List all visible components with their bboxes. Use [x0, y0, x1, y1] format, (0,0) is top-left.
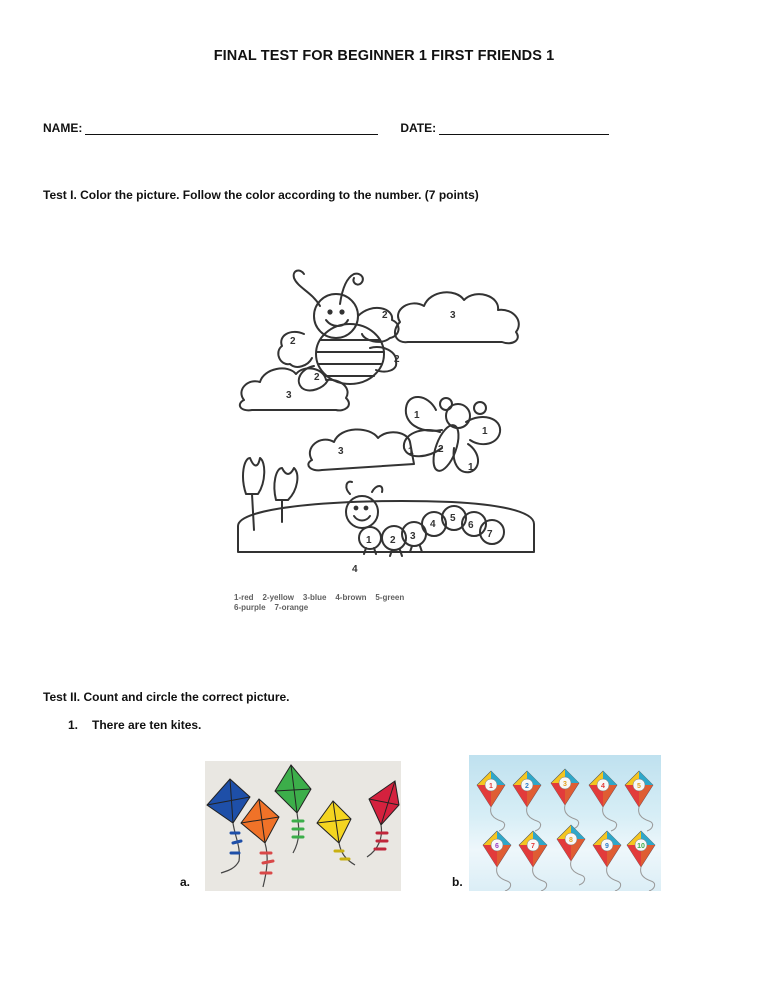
page-title: FINAL TEST FOR BEGINNER 1 FIRST FRIENDS 1 — [213, 48, 555, 64]
question-number: 1. — [68, 718, 79, 732]
svg-text:3: 3 — [563, 781, 567, 788]
svg-text:3: 3 — [338, 446, 344, 457]
svg-text:6: 6 — [468, 520, 474, 531]
svg-text:6: 6 — [495, 843, 499, 850]
student-info-row — [43, 121, 609, 135]
color-legend-line-2: 6-purple 7-orange — [234, 603, 309, 612]
svg-text:1: 1 — [414, 410, 420, 421]
svg-text:10: 10 — [637, 843, 645, 850]
svg-text:2: 2 — [394, 354, 400, 365]
svg-text:2: 2 — [314, 372, 320, 383]
svg-text:1: 1 — [482, 426, 488, 437]
svg-text:2: 2 — [390, 535, 396, 546]
test2-heading: Test II. Count and circle the correct picture. — [43, 690, 290, 704]
color-by-number-picture — [232, 262, 538, 614]
svg-text:2: 2 — [290, 336, 296, 347]
coloring-illustration — [232, 262, 538, 592]
svg-text:7: 7 — [531, 843, 535, 850]
date-field[interactable] — [439, 123, 609, 135]
svg-text:1: 1 — [408, 446, 414, 457]
option-b-label: b. — [452, 875, 463, 889]
svg-text:4: 4 — [430, 519, 436, 530]
question-text: There are ten kites. — [92, 718, 202, 732]
svg-text:1: 1 — [366, 535, 372, 546]
svg-text:2: 2 — [438, 444, 444, 455]
bee-wing-label: 2 — [382, 310, 388, 321]
option-b-ten-kites-image[interactable] — [469, 755, 661, 891]
svg-text:3: 3 — [450, 310, 456, 321]
svg-text:4: 4 — [601, 783, 605, 790]
svg-text:7: 7 — [487, 529, 493, 540]
date-label: DATE: — [400, 121, 437, 135]
test1-heading: Test I. Color the picture. Follow the color according to the number. (7 points) — [43, 188, 479, 202]
svg-text:9: 9 — [605, 843, 609, 850]
svg-text:4: 4 — [352, 564, 358, 575]
name-label: NAME: — [43, 121, 83, 135]
option-a-label: a. — [180, 875, 191, 889]
svg-text:3: 3 — [286, 390, 292, 401]
five-kites-illustration — [205, 761, 401, 891]
question-1 — [68, 718, 201, 732]
ten-numbered-kites-illustration — [469, 755, 661, 891]
svg-text:3: 3 — [410, 531, 416, 542]
name-field[interactable] — [85, 123, 378, 135]
svg-text:2: 2 — [525, 783, 529, 790]
svg-text:1: 1 — [489, 783, 493, 790]
svg-text:5: 5 — [450, 513, 456, 524]
svg-text:5: 5 — [637, 783, 641, 790]
svg-text:8: 8 — [569, 837, 573, 844]
svg-text:1: 1 — [468, 462, 474, 473]
color-legend-line-1: 1-red 2-yellow 3-blue 4-brown 5-green — [234, 593, 405, 602]
option-a-five-kites-image[interactable] — [205, 761, 401, 891]
